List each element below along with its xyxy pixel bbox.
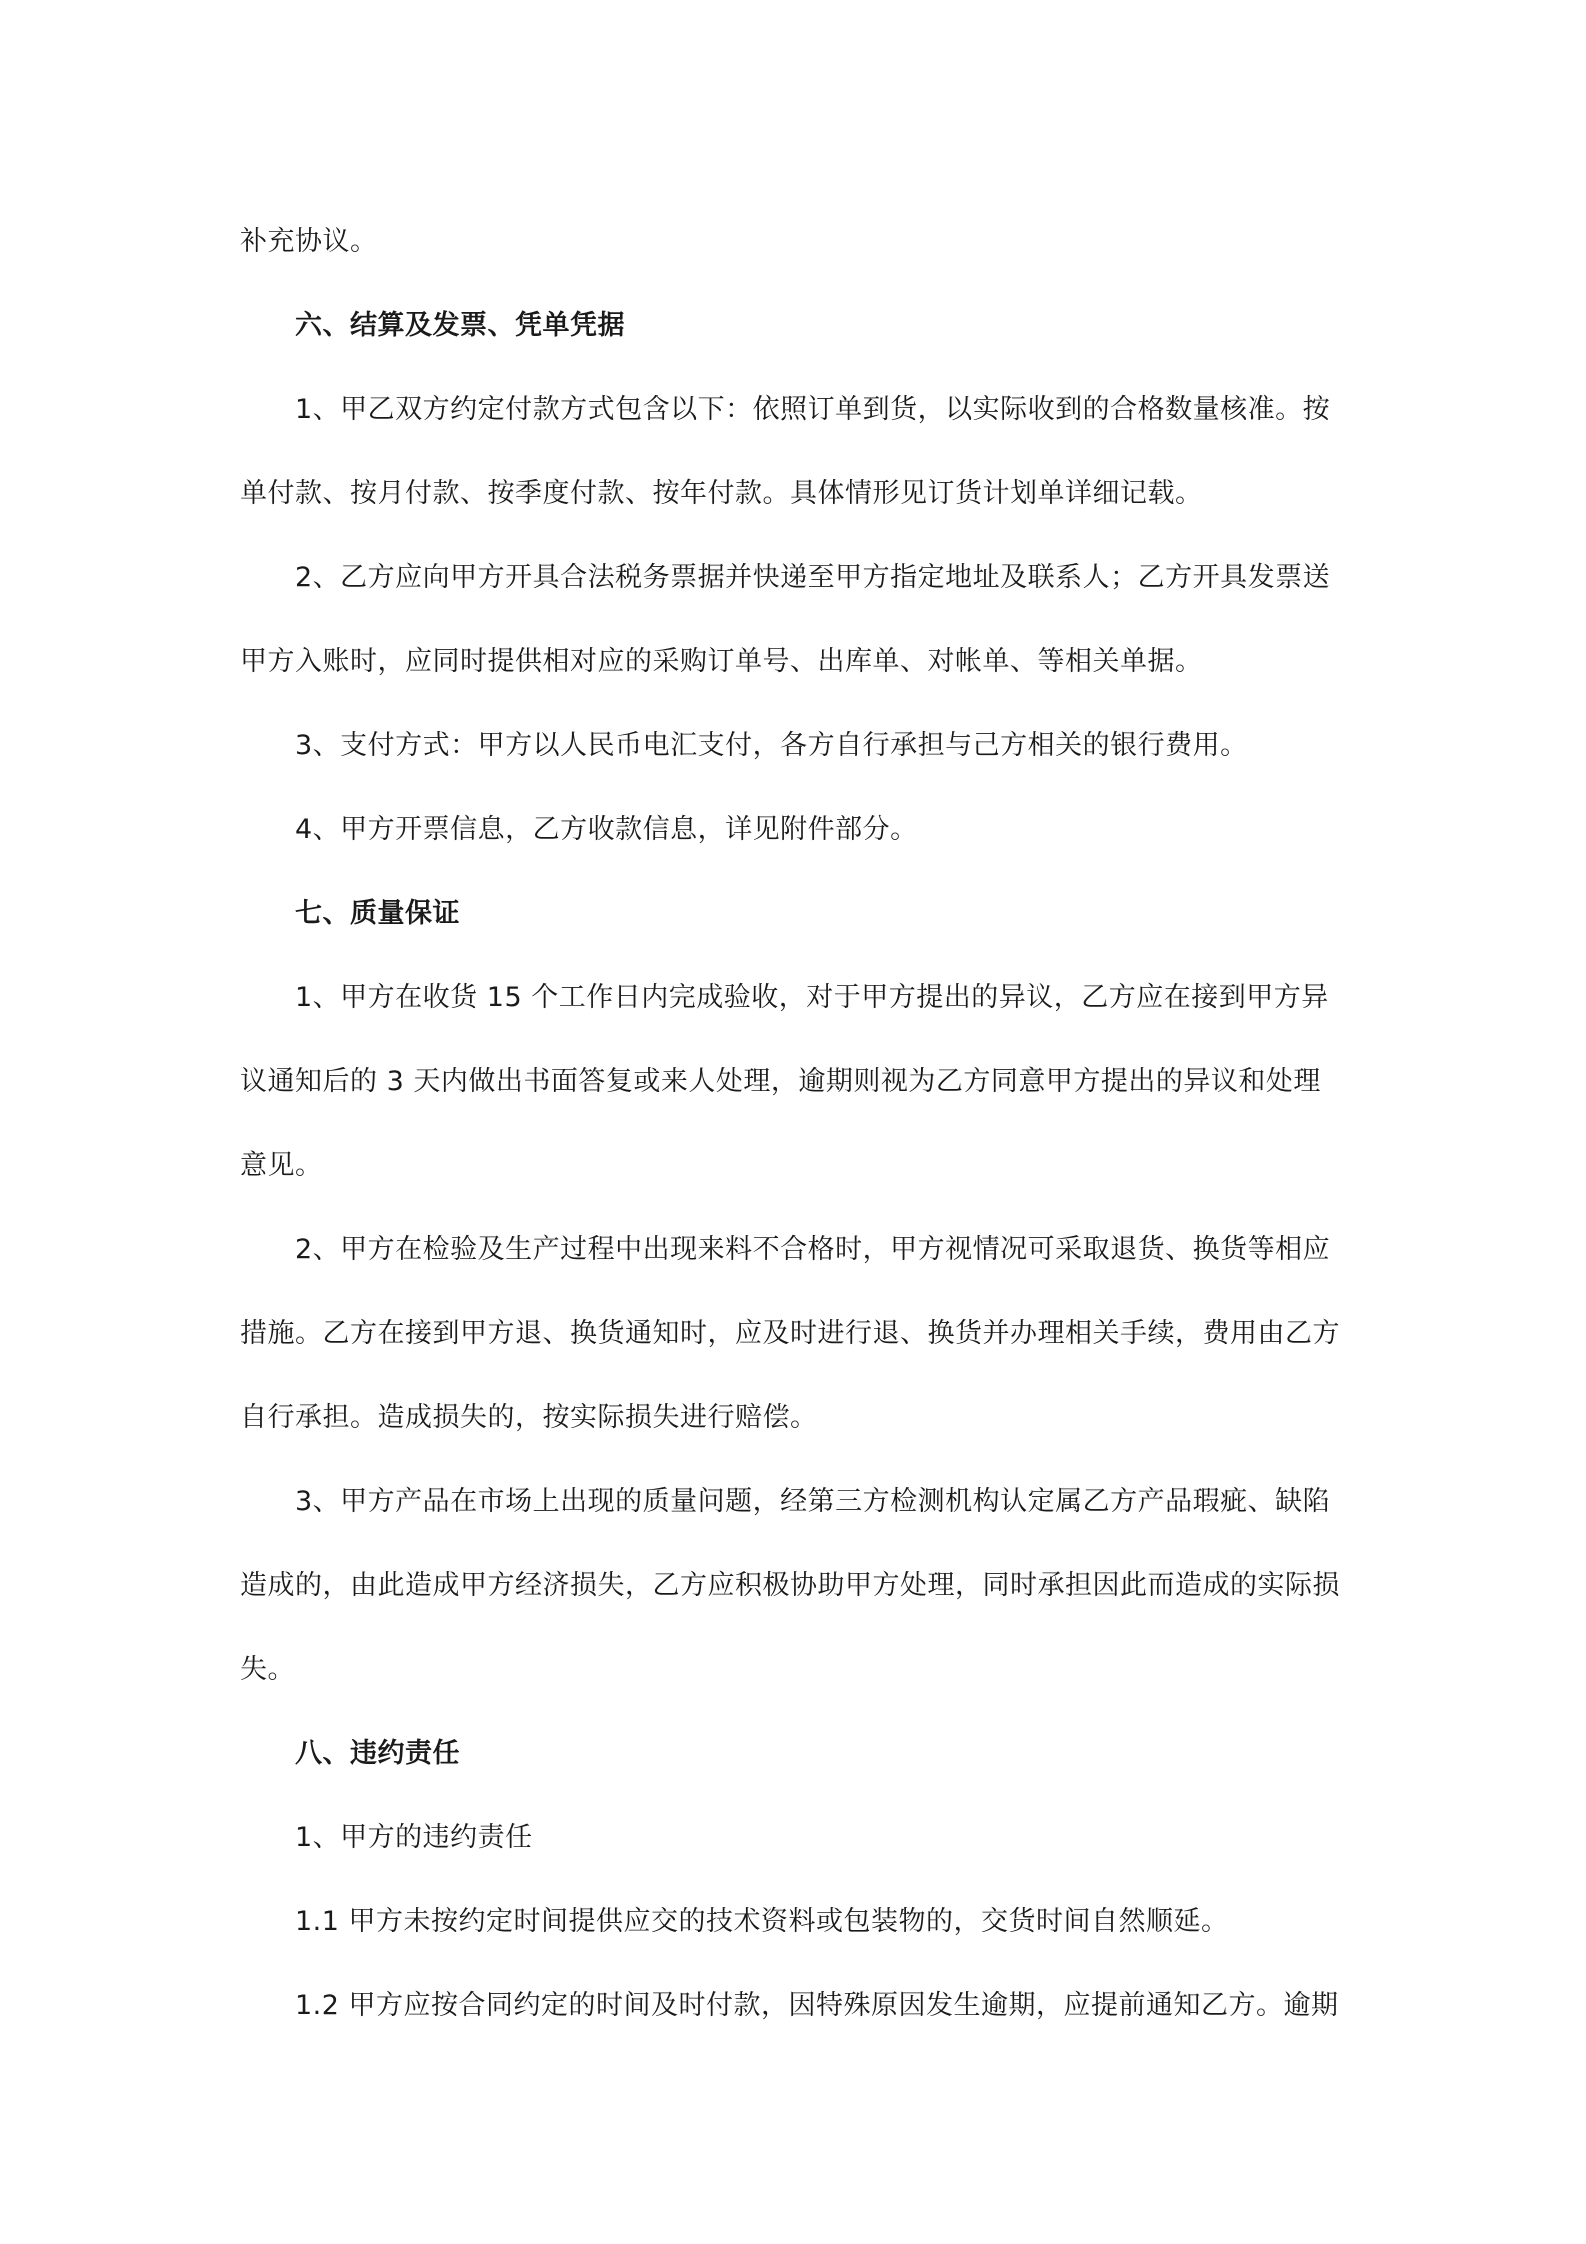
section-heading: 六、结算及发票、凭单凭据 [295, 310, 625, 341]
paragraph-line: 1、甲方在收货 15 个工作日内完成验收，对于甲方提出的异议，乙方应在接到甲方异 [295, 982, 1329, 1013]
paragraph-line: 1.1 甲方未按约定时间提供应交的技术资料或包装物的，交货时间自然顺延。 [295, 1906, 1229, 1937]
paragraph-line: 失。 [240, 1654, 295, 1685]
paragraph-line: 3、甲方产品在市场上出现的质量问题，经第三方检测机构认定属乙方产品瑕疵、缺陷 [295, 1486, 1331, 1517]
section-heading: 七、质量保证 [295, 898, 460, 929]
paragraph-line: 意见。 [240, 1150, 323, 1181]
document-body [240, 200, 1350, 2048]
paragraph-line: 2、甲方在检验及生产过程中出现来料不合格时，甲方视情况可采取退货、换货等相应 [295, 1234, 1331, 1265]
paragraph-line: 自行承担。造成损失的，按实际损失进行赔偿。 [240, 1402, 818, 1433]
section-heading: 八、违约责任 [295, 1738, 460, 1769]
paragraph-line: 补充协议。 [240, 226, 378, 257]
paragraph-line: 甲方入账时，应同时提供相对应的采购订单号、出库单、对帐单、等相关单据。 [240, 646, 1203, 677]
paragraph-line: 1、甲方的违约责任 [295, 1822, 533, 1853]
paragraph-line: 议通知后的 3 天内做出书面答复或来人处理，逾期则视为乙方同意甲方提出的异议和处理 [240, 1066, 1321, 1097]
paragraph-line: 措施。乙方在接到甲方退、换货通知时，应及时进行退、换货并办理相关手续，费用由乙方 [240, 1318, 1340, 1349]
paragraph-line: 1、甲乙双方约定付款方式包含以下：依照订单到货，以实际收到的合格数量核准。按 [295, 394, 1331, 425]
paragraph-line: 2、乙方应向甲方开具合法税务票据并快递至甲方指定地址及联系人；乙方开具发票送 [295, 562, 1331, 593]
paragraph-line: 1.2 甲方应按合同约定的时间及时付款，因特殊原因发生逾期，应提前通知乙方。逾期 [295, 1990, 1339, 2021]
paragraph-line: 单付款、按月付款、按季度付款、按年付款。具体情形见订货计划单详细记载。 [240, 478, 1203, 509]
paragraph-line: 造成的，由此造成甲方经济损失，乙方应积极协助甲方处理，同时承担因此而造成的实际损 [240, 1570, 1340, 1601]
paragraph-line: 4、甲方开票信息，乙方收款信息，详见附件部分。 [295, 814, 918, 845]
paragraph-line: 3、支付方式：甲方以人民币电汇支付，各方自行承担与己方相关的银行费用。 [295, 730, 1248, 761]
